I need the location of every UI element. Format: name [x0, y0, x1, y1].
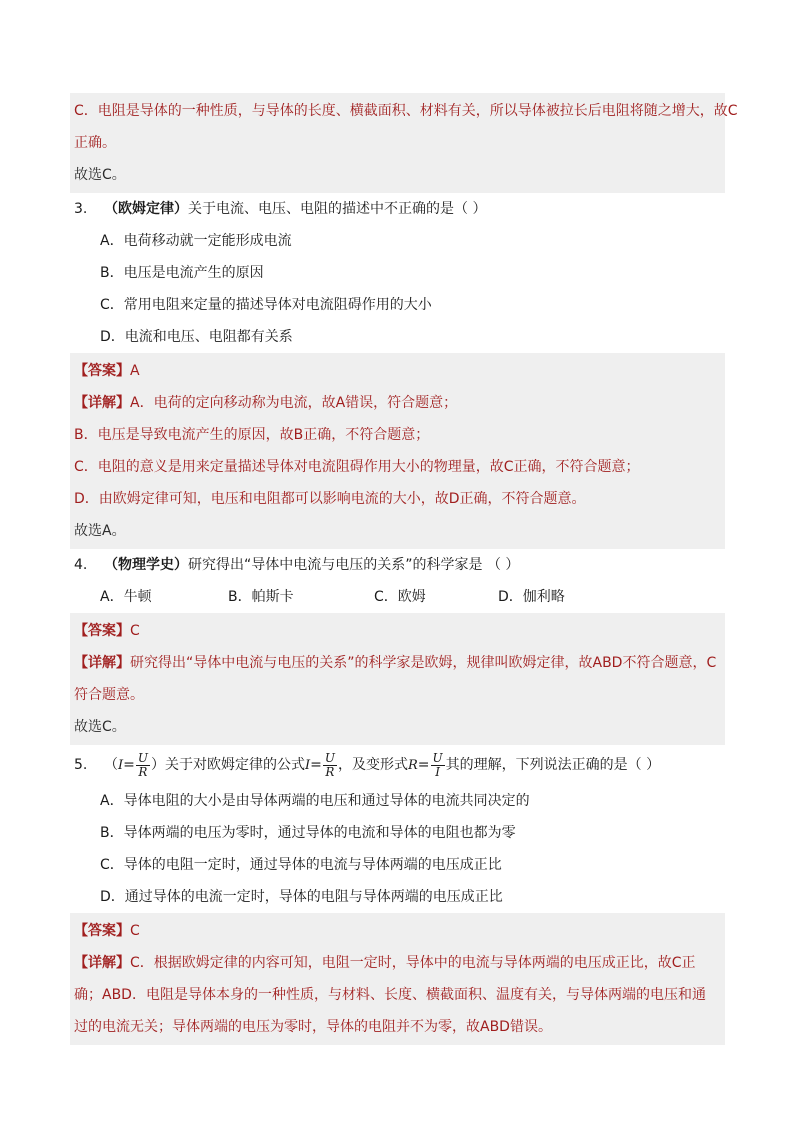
question-text: ，及变形式	[338, 757, 408, 773]
option-c: C．欧姆	[374, 589, 426, 605]
answer-line	[74, 915, 719, 947]
document-page	[70, 93, 738, 1045]
question-tag: （物理学史）	[104, 557, 188, 573]
formula-eq: =	[123, 757, 135, 773]
detail-line: D．由欧姆定律可知，电压和电阻都可以影响电流的大小，故D正确，不符合题意。	[74, 491, 586, 507]
formula-eq: =	[417, 757, 430, 773]
denominator: R	[138, 764, 148, 779]
formula-r: R	[408, 758, 418, 773]
detail-text: A．电荷的定向移动称为电流，故A错误，符合题意；	[130, 395, 458, 411]
option-a: A．牛顿	[100, 589, 152, 605]
detail-line: C．电阻的意义是用来定量描述导体对电流阻碍作用大小的物理量，故C正确，不符合题意；	[74, 459, 640, 475]
question-number: 4.	[74, 557, 88, 573]
question-text: 关于对欧姆定律的公式	[165, 757, 305, 773]
option-c: C．常用电阻来定量的描述导体对电流阻碍作用的大小	[100, 297, 432, 313]
detail-paragraph	[74, 647, 719, 711]
detail-label: 【详解】	[74, 655, 130, 671]
fraction-u-over-i	[431, 752, 445, 779]
answer-box-q2	[70, 93, 738, 193]
formula-paren: ）	[151, 757, 165, 773]
question-number: 3.	[74, 201, 88, 217]
conclusion: 故选C。	[74, 719, 126, 735]
formula-i: I	[305, 758, 311, 773]
detail-text: 研究得出“导体中电流与电压的关系”的科学家是欧姆，规律叫欧姆定律，故ABD不符合题意，C符合题意。	[74, 655, 717, 703]
formula-i: I	[118, 758, 124, 773]
numerator: U	[137, 750, 148, 765]
denominator: R	[325, 764, 335, 779]
option-d: D．通过导体的电流一定时，导体的电阻与导体两端的电压成正比	[100, 889, 503, 905]
answer-box-q4	[70, 613, 725, 745]
question-tag: （欧姆定律）	[104, 201, 188, 217]
numerator: U	[324, 750, 335, 765]
fraction-u-over-r	[323, 752, 337, 779]
detail-paragraph	[74, 947, 719, 1043]
formula-eq: =	[310, 757, 322, 773]
answer-label: 【答案】	[74, 363, 130, 379]
conclusion: 故选C。	[74, 167, 126, 183]
question-5-stem	[70, 745, 725, 785]
detail-label: 【详解】	[74, 955, 130, 971]
question-3-stem	[70, 193, 725, 225]
answer-box-q3	[70, 353, 725, 549]
conclusion: 故选A。	[74, 523, 126, 539]
answer-line	[74, 615, 719, 647]
fraction-u-over-r	[136, 752, 150, 779]
option-a: A．电荷移动就一定能形成电流	[100, 233, 292, 249]
answer-line	[74, 355, 719, 387]
options-row	[70, 581, 725, 613]
option-b: B．帕斯卡	[228, 589, 294, 605]
option-b: B．电压是电流产生的原因	[100, 265, 264, 281]
option-c: C．导体的电阻一定时，通过导体的电流与导体两端的电压成正比	[100, 857, 502, 873]
answer-value: C	[130, 623, 140, 639]
answer-value: A	[130, 363, 140, 379]
answer-value: C	[130, 923, 140, 939]
detail-line	[74, 387, 719, 419]
numerator: U	[432, 750, 443, 765]
question-text: 关于电流、电压、电阻的描述中不正确的是（ ）	[188, 201, 487, 217]
detail-line: B．电压是导致电流产生的原因，故B正确，不符合题意；	[74, 427, 430, 443]
detail-label: 【详解】	[74, 395, 130, 411]
option-a: A．导体电阻的大小是由导体两端的电压和通过导体的电流共同决定的	[100, 793, 530, 809]
question-text: 其的理解，下列说法正确的是（ ）	[445, 757, 661, 773]
formula-paren: （	[104, 757, 118, 773]
option-b: B．导体两端的电压为零时，通过导体的电流和导体的电阻也都为零	[100, 825, 516, 841]
answer-label: 【答案】	[74, 923, 130, 939]
question-4-stem	[70, 549, 725, 581]
detail-line: 正确。	[74, 135, 116, 151]
option-d: D．电流和电压、电阻都有关系	[100, 329, 293, 345]
answer-label: 【答案】	[74, 623, 130, 639]
answer-box-q5	[70, 913, 725, 1045]
detail-line: C．电阻是导体的一种性质，与导体的长度、横截面积、材料有关，所以导体被拉长后电阻将随之增大，故C	[74, 103, 738, 119]
question-text: 研究得出“导体中电流与电压的关系”的科学家是 （ ）	[188, 557, 520, 573]
detail-text: C．根据欧姆定律的内容可知，电阻一定时，导体中的电流与导体两端的电压成正比，故C正确；ABD．电阻是导体本身的一种性质，与材料、长度、横截面积、温度有关，与导体两端的电压和通过的电流无关；导体两端的电压为零时，导体的电阻并不为零，故ABD错误。	[74, 955, 706, 1035]
question-number: 5.	[74, 757, 88, 773]
option-d: D．伽利略	[498, 589, 565, 605]
denominator: I	[435, 764, 440, 779]
